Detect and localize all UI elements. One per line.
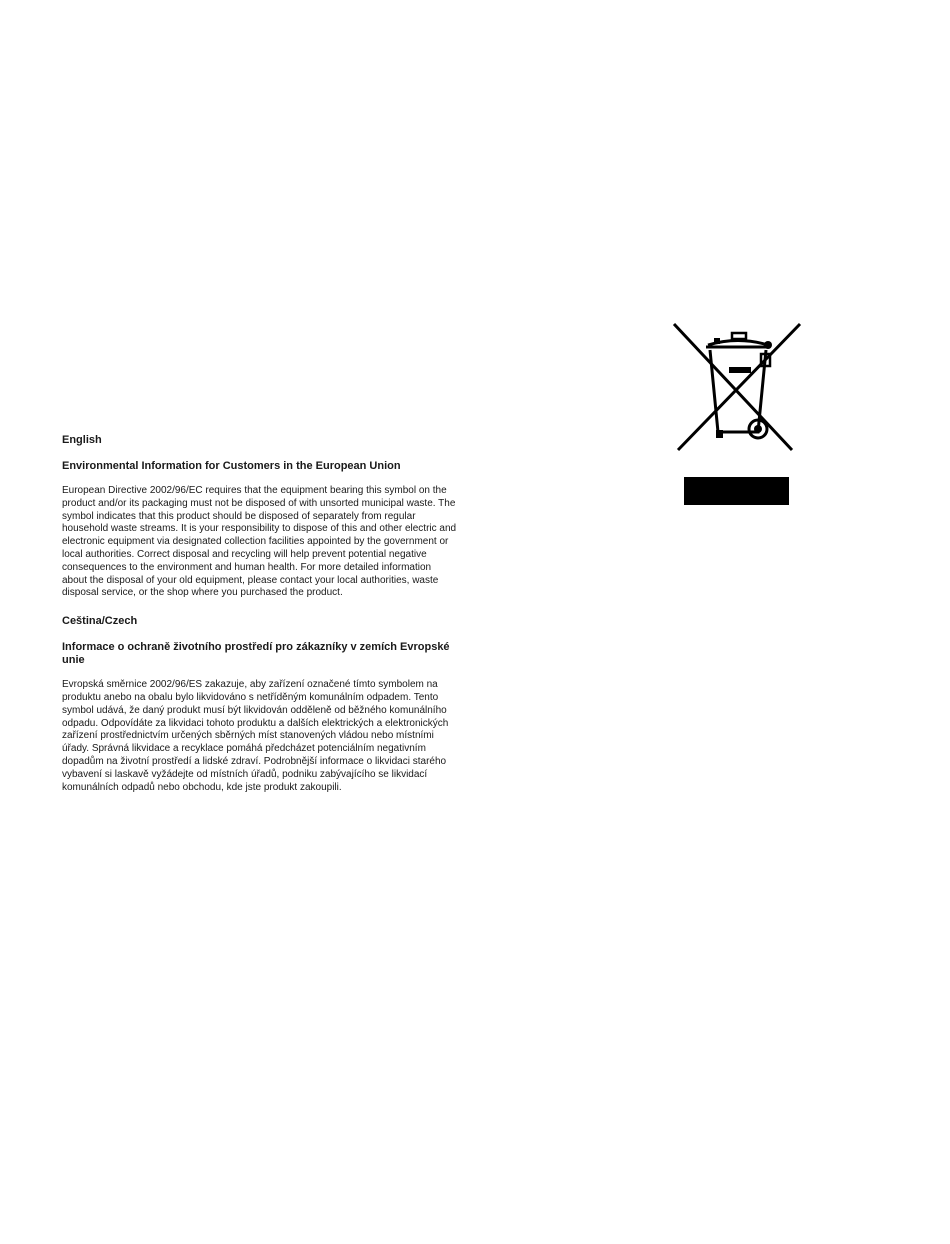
language-heading-czech: Ceština/Czech	[62, 615, 138, 628]
language-heading-english: English	[62, 434, 102, 446]
document-text-column	[62, 433, 457, 808]
section-title-czech: Informace o ochraně životního prostředí pro zákazníky v zemích Evropské unie	[62, 641, 450, 667]
symbol-bar	[684, 477, 789, 505]
section-body-english: European Directive 2002/96/EC requires that the equipment bearing this symbol on the product and/or its packaging must not be disposed of with unsorted municipal waste. The symbol indicates that this product should be disposed of separately from regular household waste streams. It is your responsibility to dispose of this and other electric and electronic equipment via designated collection facilities appointed by the government or local authorities. Correct disposal and recycling will help prevent potential negative consequences to the environment and human health. For more detailed information about the disposal of your old equipment, please contact your local authorities, waste disposal service, or the shop where you purchased the product.	[62, 485, 457, 599]
crossed-out-wheelie-bin-icon	[668, 320, 804, 456]
section-body-czech: Evropská směrnice 2002/96/ES zakazuje, aby zařízení označené tímto symbolem na produktu anebo na obalu bylo likvidováno s netříděným komunálním odpadem. Tento symbol udává, že daný produkt musí být likvidován odděleně od běžného komunálního odpadu. Odpovídáte za likvidaci tohoto produktu a dalších elektrických a elektronických zařízení prostřednictvím určených sběrných míst stanovených vládou nebo místními úřady. Správná likvidace a recyklace pomáhá předcházet potenciálním negativním dopadům na životní prostředí a lidské zdraví. Podrobnější informace o likvidaci starého vybavení si laskavě vyžádejte od místních úřadů, podniku zabývajícího se likvidací komunálních odpadů nebo obchodu, kde jste produkt zakoupili.	[62, 679, 449, 793]
section-english	[62, 433, 457, 600]
section-title-english: Environmental Information for Customers in the European Union	[62, 460, 401, 472]
section-czech	[62, 614, 457, 794]
